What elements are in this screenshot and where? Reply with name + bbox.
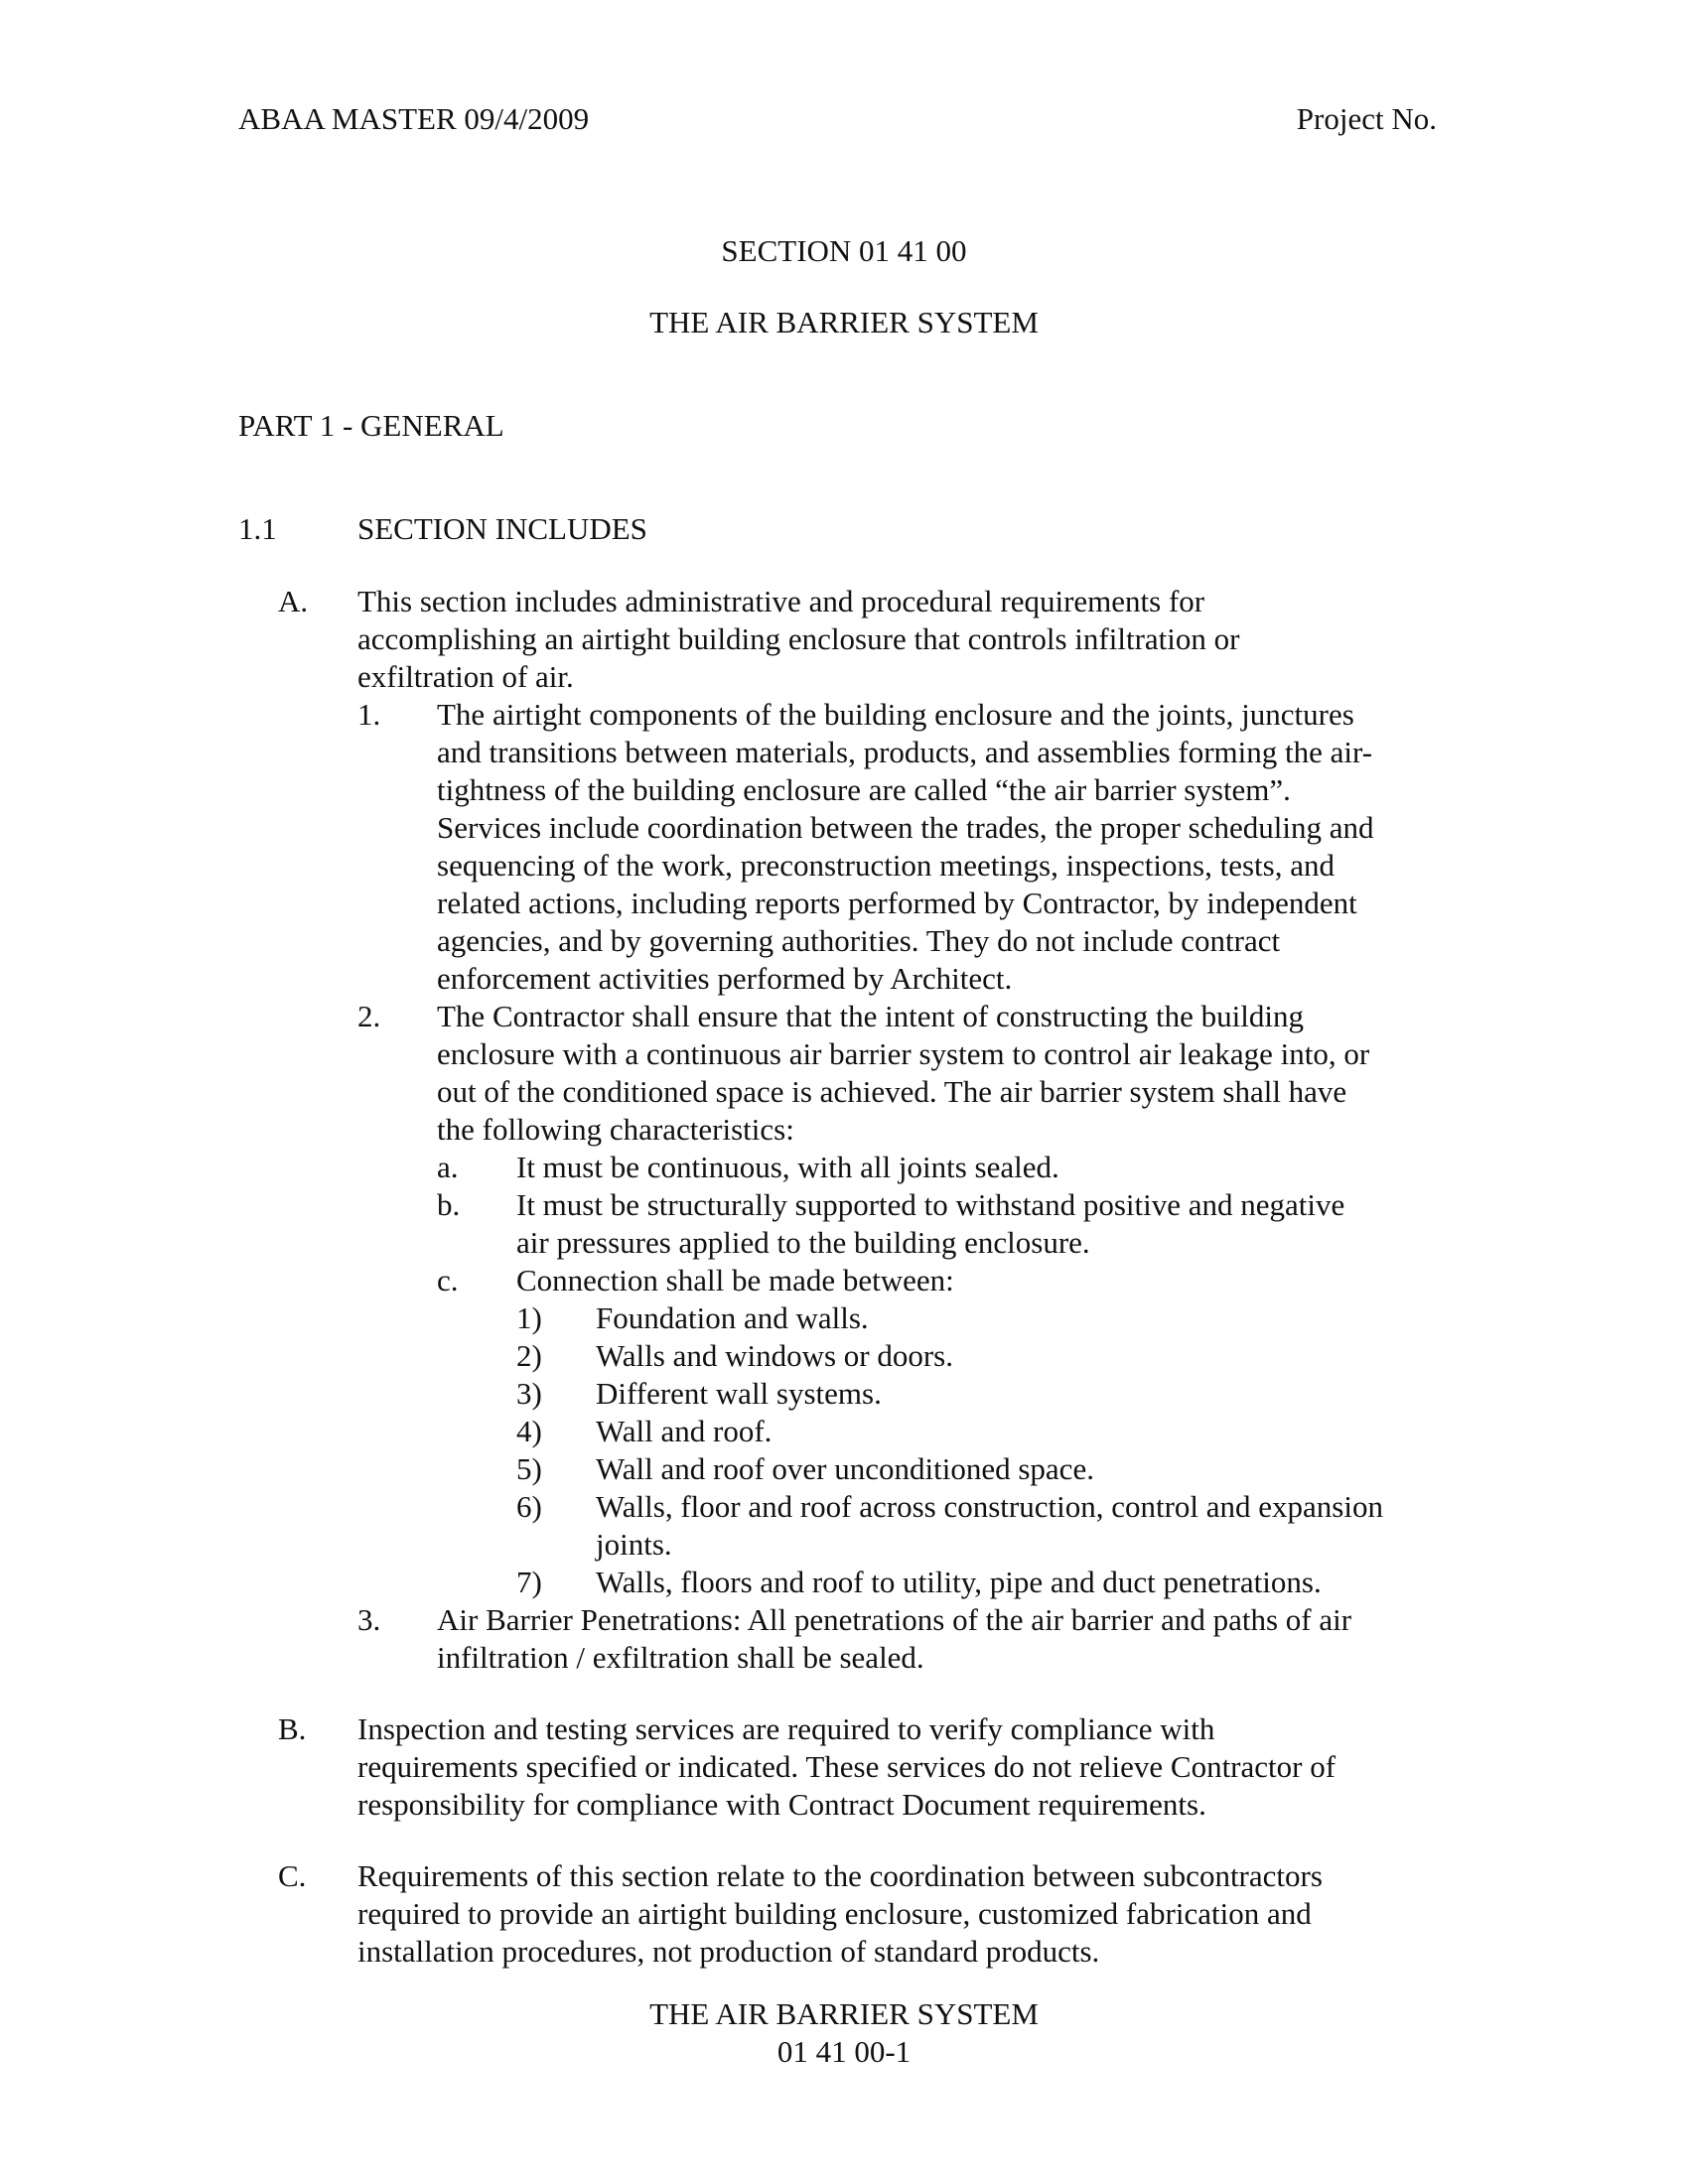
list-item: Walls and windows or doors.	[596, 1338, 953, 1373]
list-marker: 2)	[516, 1338, 542, 1373]
list-marker: 3)	[516, 1376, 542, 1411]
list-item: Different wall systems.	[596, 1376, 882, 1411]
list-item: Walls, floor and roof across construction, control and expansion	[596, 1489, 1383, 1524]
article-number: 1.1	[238, 511, 277, 546]
list-marker: 1)	[516, 1300, 542, 1335]
item-line: tightness of the building enclosure are called “the air barrier system”.	[437, 772, 1291, 807]
section-title: THE AIR BARRIER SYSTEM	[649, 305, 1039, 340]
paragraph-line: accomplishing an airtight building enclosure that controls infiltration or	[357, 621, 1240, 656]
paragraph-line: required to provide an airtight building enclosure, customized fabrication and	[357, 1896, 1312, 1931]
article-title: SECTION INCLUDES	[357, 511, 647, 546]
section-number: SECTION 01 41 00	[721, 233, 967, 268]
item-line: the following characteristics:	[437, 1112, 794, 1147]
list-marker: 7)	[516, 1565, 542, 1599]
paragraph-line: exfiltration of air.	[357, 659, 574, 694]
subitem-line: It must be structurally supported to withstand positive and negative	[516, 1187, 1345, 1222]
paragraph-marker: B.	[278, 1711, 307, 1746]
paragraph-line: requirements specified or indicated. These services do not relieve Contractor of	[357, 1749, 1336, 1784]
subitem-line: air pressures applied to the building enclosure.	[516, 1225, 1090, 1260]
item-marker: 1.	[357, 697, 381, 732]
list-marker: 4)	[516, 1414, 542, 1448]
header-left: ABAA MASTER 09/4/2009	[238, 101, 590, 136]
item-line: enforcement activities performed by Architect.	[437, 961, 1013, 996]
subitem-marker: b.	[437, 1187, 461, 1222]
paragraph-line: responsibility for compliance with Contract Document requirements.	[357, 1787, 1206, 1822]
list-item: joints.	[596, 1527, 672, 1562]
item-line: and transitions between materials, products, and assemblies forming the air-	[437, 735, 1373, 769]
footer-title: THE AIR BARRIER SYSTEM	[649, 1996, 1039, 2031]
paragraph-marker: A.	[278, 584, 309, 618]
list-item: Wall and roof over unconditioned space.	[596, 1451, 1094, 1486]
subitem-marker: a.	[437, 1150, 459, 1184]
list-item: Foundation and walls.	[596, 1300, 869, 1335]
paragraph-marker: C.	[278, 1858, 307, 1893]
paragraph-line: Inspection and testing services are required to verify compliance with	[357, 1711, 1215, 1746]
item-line: Services include coordination between the trades, the proper scheduling and	[437, 810, 1374, 845]
list-marker: 6)	[516, 1489, 542, 1524]
paragraph-line: installation procedures, not production of standard products.	[357, 1934, 1100, 1969]
footer-page-number: 01 41 00-1	[776, 2034, 912, 2069]
item-line: agencies, and by governing authorities. They do not include contract	[437, 923, 1281, 958]
item-marker: 2.	[357, 999, 381, 1033]
list-item: Wall and roof.	[596, 1414, 773, 1448]
header-right: Project No.	[1296, 101, 1437, 136]
item-line: Air Barrier Penetrations: All penetrations of the air barrier and paths of air	[437, 1602, 1352, 1637]
item-line: infiltration / exfiltration shall be sealed.	[437, 1640, 924, 1675]
subitem-marker: c.	[437, 1263, 459, 1297]
item-line: related actions, including reports performed by Contractor, by independent	[437, 886, 1357, 920]
item-line: The airtight components of the building enclosure and the joints, junctures	[437, 697, 1354, 732]
subitem-line: It must be continuous, with all joints sealed.	[516, 1150, 1059, 1184]
item-line: The Contractor shall ensure that the intent of constructing the building	[437, 999, 1304, 1033]
list-item: Walls, floors and roof to utility, pipe and duct penetrations.	[596, 1565, 1322, 1599]
paragraph-line: This section includes administrative and procedural requirements for	[357, 584, 1205, 618]
list-marker: 5)	[516, 1451, 542, 1486]
item-line: sequencing of the work, preconstruction meetings, inspections, tests, and	[437, 848, 1335, 883]
subitem-line: Connection shall be made between:	[516, 1263, 954, 1297]
item-line: out of the conditioned space is achieved. The air barrier system shall have	[437, 1074, 1347, 1109]
item-marker: 3.	[357, 1602, 381, 1637]
paragraph-line: Requirements of this section relate to the coordination between subcontractors	[357, 1858, 1323, 1893]
part-heading: PART 1 - GENERAL	[238, 408, 504, 443]
item-line: enclosure with a continuous air barrier system to control air leakage into, or	[437, 1036, 1370, 1071]
